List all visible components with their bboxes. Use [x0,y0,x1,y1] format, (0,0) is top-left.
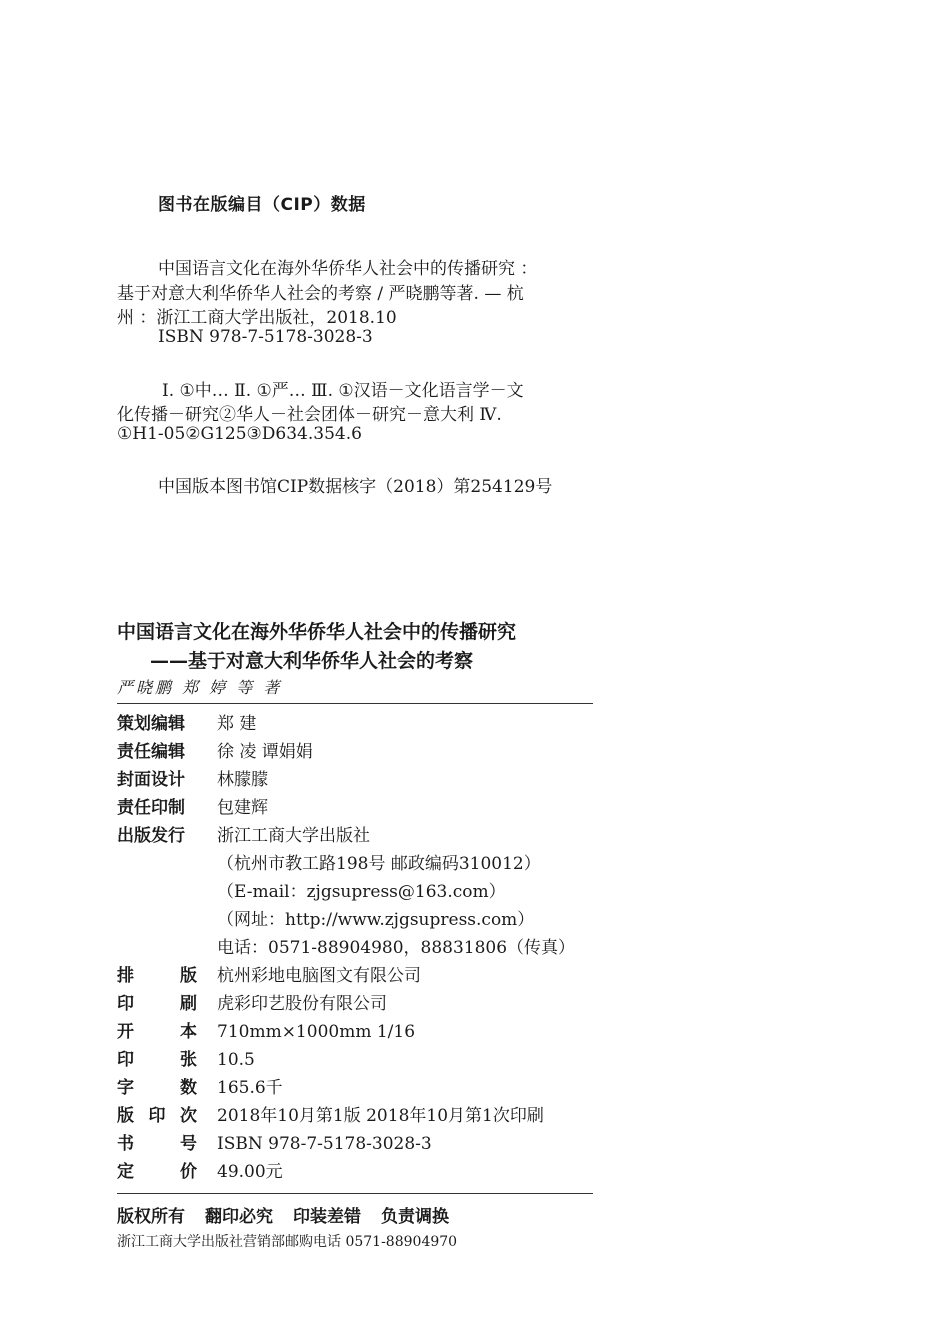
info-value: 虎彩印艺股份有限公司 [217,994,387,1014]
copyright-phrase: 翻印必究 [205,1207,273,1227]
cip-classification-line: 化传播－研究②华人－社会团体－研究－意大利 Ⅳ. [117,405,502,425]
info-label: 出版发行 [117,826,185,846]
copyright-notice [117,1202,469,1227]
info-label: 责任编辑 [117,742,185,762]
info-label: 排版 [117,966,197,986]
info-label: 印张 [117,1050,197,1070]
info-value: 710mm×1000mm 1/16 [217,1022,416,1042]
sales-contact: 浙江工商大学出版社营销部邮购电话 0571-88904970 [117,1234,458,1250]
info-value: 浙江工商大学出版社 [217,826,370,846]
info-label: 字数 [117,1078,197,1098]
info-value: 徐 凌 谭娟娟 [217,742,313,762]
info-value: 49.00元 [217,1162,283,1182]
copyright-phrase: 版权所有 [117,1207,185,1227]
cip-text-line: 基于对意大利华侨华人社会的考察 / 严晓鹏等著. — 杭 [117,284,524,304]
cip-text-line: 州 ：浙江工商大学出版社，2018.10 [117,308,397,328]
cip-classification-line: ①H1-05②G125③D634.354.6 [117,424,362,444]
info-label: 印刷 [117,994,197,1014]
info-label: 封面设计 [117,770,185,790]
info-label: 开本 [117,1022,197,1042]
cip-classification-line: Ⅰ. ①中… Ⅱ. ①严… Ⅲ. ①汉语－文化语言学－文 [162,381,524,401]
divider-top [117,703,593,704]
info-value: （杭州市教工路198号 邮政编码310012） [217,854,541,874]
info-value: 包建辉 [217,798,268,818]
info-label: 版印次 [117,1106,197,1126]
info-label: 责任印制 [117,798,185,818]
info-label: 书号 [117,1134,197,1154]
divider-bottom [117,1193,593,1194]
book-subtitle: ——基于对意大利华侨华人社会的考察 [150,650,474,672]
info-value: 165.6千 [217,1078,283,1098]
info-value: 林朦朦 [217,770,268,790]
info-label: 策划编辑 [117,714,185,734]
cip-isbn: ISBN 978-7-5178-3028-3 [158,327,373,347]
info-value: 电话：0571-88904980，88831806（传真） [217,938,576,958]
copyright-phrase: 印装差错 [293,1207,361,1227]
cip-text-line: 中国语言文化在海外华侨华人社会中的传播研究 ： [158,259,538,279]
info-value: 郑 建 [217,714,257,734]
info-value: 2018年10月第1版 2018年10月第1次印刷 [217,1106,544,1126]
cip-heading: 图书在版编目（CIP）数据 [158,195,366,215]
info-value: ISBN 978-7-5178-3028-3 [217,1134,432,1154]
book-authors: 严晓鹏 郑 婷 等 著 [117,678,283,697]
info-value: （网址：http://www.zjgsupress.com） [217,910,535,930]
info-value: 杭州彩地电脑图文有限公司 [217,966,421,986]
cip-record-number: 中国版本图书馆CIP数据核字（2018）第254129号 [158,477,553,497]
book-title: 中国语言文化在海外华侨华人社会中的传播研究 [117,621,517,643]
copyright-phrase: 负责调换 [381,1207,449,1227]
info-label: 定价 [117,1162,197,1182]
info-value: （E-mail：zjgsupress@163.com） [217,882,506,902]
info-value: 10.5 [217,1050,255,1070]
